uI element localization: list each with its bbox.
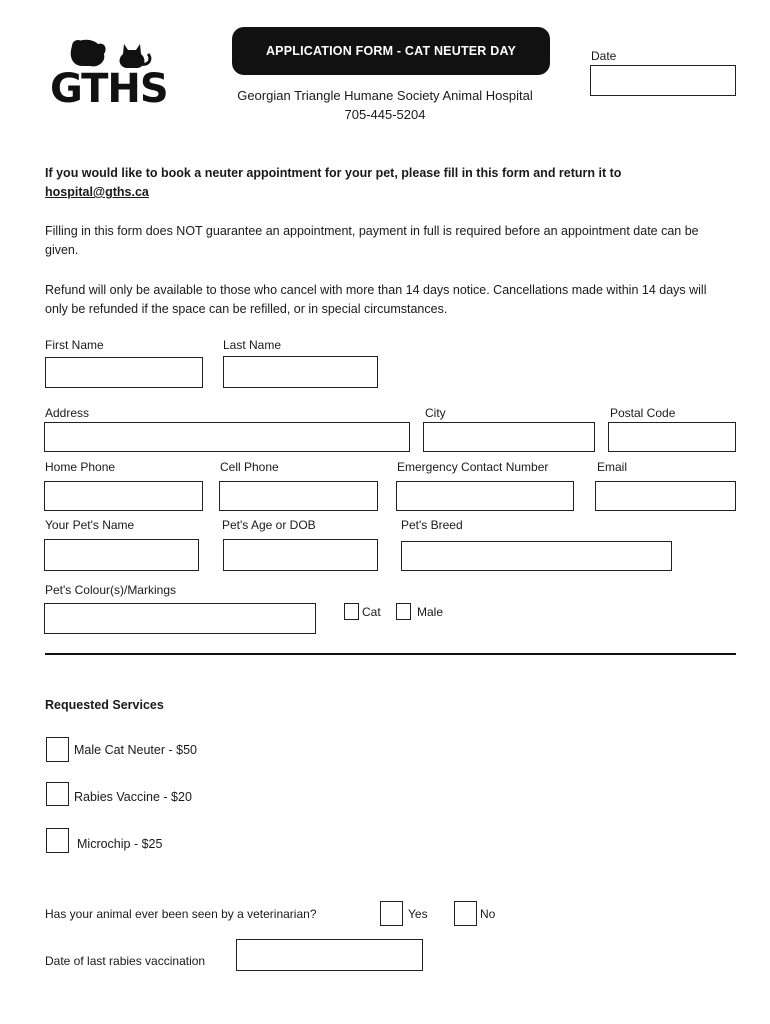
microchip-service-checkbox[interactable] [46,828,69,853]
cat-checkbox[interactable] [344,603,359,620]
vet-question-label: Has your animal ever been seen by a veterinarian? [45,907,317,921]
rabies-date-field[interactable] [236,939,423,971]
city-field[interactable] [423,422,595,452]
logo-text: GTHS [50,66,168,112]
neuter-service-label: Male Cat Neuter - $50 [74,743,197,757]
first-name-field[interactable] [45,357,203,388]
rabies-date-label: Date of last rabies vaccination [45,954,206,968]
city-label: City [425,406,446,420]
cat-checkbox-label: Cat [362,605,381,619]
postal-code-label: Postal Code [610,406,676,420]
microchip-service-label: Microchip - $25 [77,837,163,851]
pet-breed-field[interactable] [401,541,672,571]
gths-logo [48,36,176,112]
last-name-label: Last Name [223,338,282,352]
date-field[interactable] [590,65,736,96]
pet-name-field[interactable] [44,539,199,571]
section-divider [45,653,736,655]
home-phone-field[interactable] [44,481,203,511]
home-phone-label: Home Phone [45,460,116,474]
date-label: Date [591,49,617,63]
form-title-banner: APPLICATION FORM - CAT NEUTER DAY [232,27,550,75]
address-label: Address [45,406,90,420]
first-name-label: First Name [45,338,104,352]
org-phone: 705-445-5204 [344,107,426,122]
email-label: Email [597,460,628,474]
emergency-contact-field[interactable] [396,481,574,511]
email-field[interactable] [595,481,736,511]
pet-age-label: Pet's Age or DOB [222,518,316,532]
neuter-service-checkbox[interactable] [46,737,69,762]
postal-code-field[interactable] [608,422,736,452]
emergency-contact-label: Emergency Contact Number [397,460,549,474]
pet-name-label: Your Pet's Name [45,518,135,532]
rabies-service-checkbox[interactable] [46,782,69,806]
pet-breed-label: Pet's Breed [401,518,463,532]
last-name-field[interactable] [223,356,378,388]
cell-phone-label: Cell Phone [220,460,279,474]
vet-no-checkbox[interactable] [454,901,477,926]
intro-refund: Refund will only be available to those who cancel with more than 14 days notice. Cancellations made within 14 days will only be refunded if the space can be refilled, or in special circumstances. [45,283,707,316]
cell-phone-field[interactable] [219,481,378,511]
org-name: Georgian Triangle Humane Society Animal Hospital [237,88,533,103]
intro-lead [45,164,735,202]
requested-services-heading: Requested Services [45,698,164,712]
pet-colour-field[interactable] [44,603,316,634]
intro-lead-text: If you would like to book a neuter appointment for your pet, please fill in this form and return it to [45,166,622,180]
intro-guarantee: Filling in this form does NOT guarantee an appointment, payment in full is required before an appointment date can be given. [45,224,699,257]
male-checkbox[interactable] [396,603,411,620]
email-link[interactable]: hospital@gths.ca [45,185,149,199]
address-field[interactable] [44,422,410,452]
vet-yes-label: Yes [408,907,428,921]
pet-age-field[interactable] [223,539,378,571]
pet-colour-label: Pet's Colour(s)/Markings [45,583,176,597]
rabies-service-label: Rabies Vaccine - $20 [74,790,192,804]
vet-yes-checkbox[interactable] [380,901,403,926]
vet-no-label: No [480,907,496,921]
male-checkbox-label: Male [417,605,444,619]
